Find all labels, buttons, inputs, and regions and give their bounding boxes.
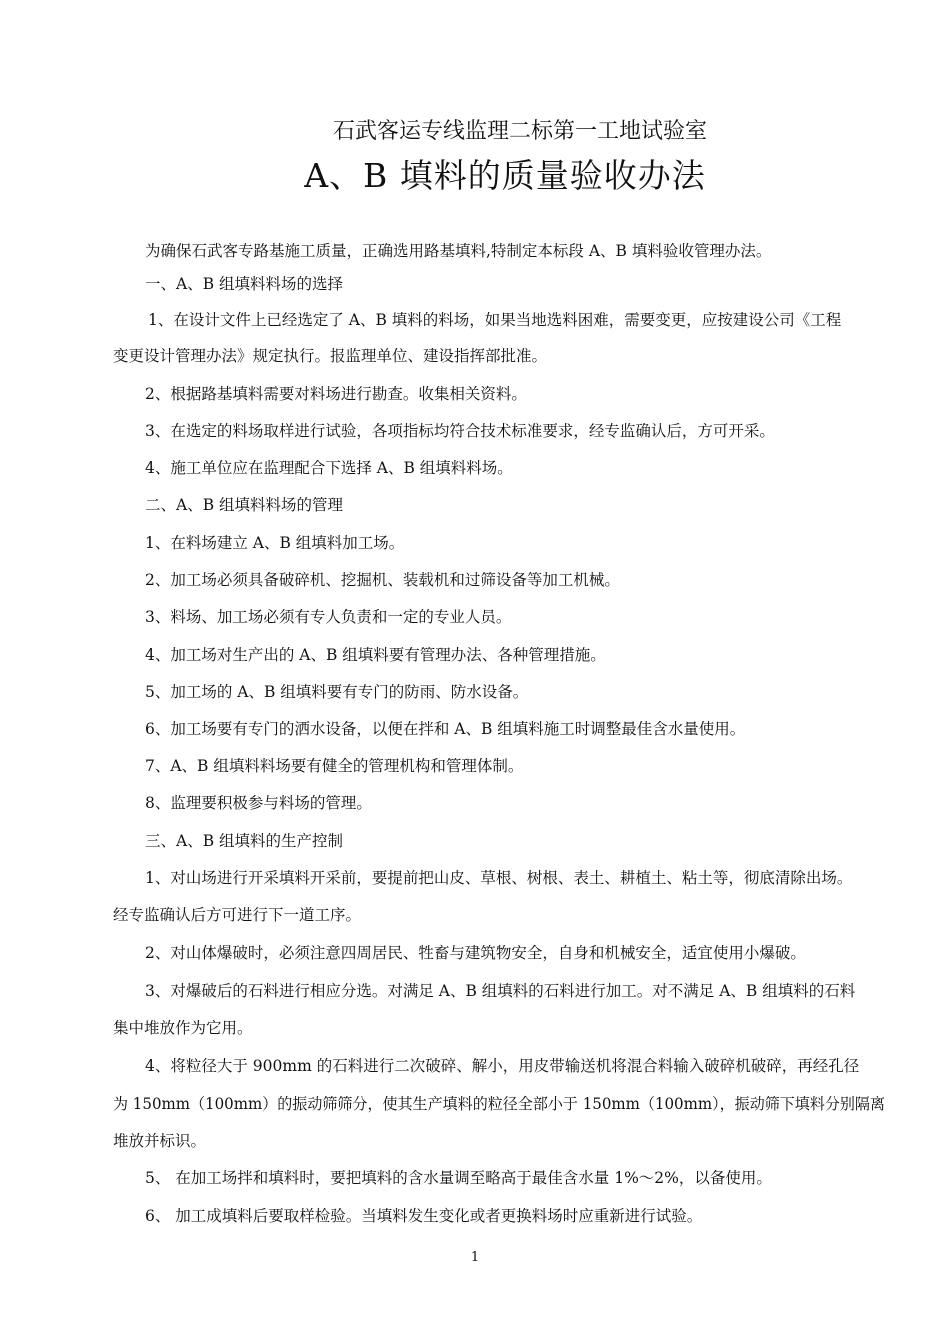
paragraph-line: 1、对山场进行开采填料开采前，要提前把山皮、草根、树根、表土、耕植土、粘土等，彻底清除出场。 — [145, 869, 853, 887]
paragraph-line: 3、对爆破后的石料进行相应分选。对满足 A、B 组填料的石料进行加工。对不满足 A、B 组填料的石料 — [145, 982, 856, 1000]
document-subtitle: 石武客运专线监理二标第一工地试验室 — [332, 119, 707, 144]
paragraph-line: 4、加工场对生产出的 A、B 组填料要有管理办法、各种管理措施。 — [145, 646, 606, 664]
paragraph-line: 1、在设计文件上已经选定了 A、B 填料的料场，如果当地选料困难，需要变更，应按建设公司《工程 — [148, 311, 842, 329]
paragraph-line: 为 150mm（100mm）的振动筛筛分，使其生产填料的粒径全部小于 150mm（100mm），振动筛下填料分别隔离 — [113, 1095, 885, 1113]
paragraph-line: 6、加工场要有专门的洒水设备，以便在拌和 A、B 组填料施工时调整最佳含水量使用。 — [145, 720, 746, 738]
paragraph-line: 3、料场、加工场必须有专人负责和一定的专业人员。 — [145, 608, 512, 626]
paragraph-line: 7、A、B 组填料料场要有健全的管理机构和管理体制。 — [145, 757, 524, 775]
paragraph-line: 5、 在加工场拌和填料时，要把填料的含水量调至略高于最佳含水量 1%～2%，以备使用。 — [145, 1169, 772, 1187]
paragraph-line: 集中堆放作为它用。 — [113, 1019, 253, 1037]
paragraph-line: 2、根据路基填料需要对料场进行勘查。收集相关资料。 — [145, 385, 527, 403]
paragraph-line: 4、将粒径大于 900mm 的石料进行二次破碎、解小，用皮带输送机将混合料输入破碎机破碎，再经孔径 — [145, 1057, 860, 1075]
paragraph-line: 经专监确认后方可进行下一道工序。 — [113, 906, 362, 924]
document-title: A、B 填料的质量验收办法 — [304, 156, 706, 195]
paragraph-line: 6、 加工成填料后要取样检验。当填料发生变化或者更换料场时应重新进行试验。 — [145, 1207, 703, 1225]
page-number: 1 — [470, 1250, 480, 1265]
paragraph-line: 2、对山体爆破时，必须注意四周居民、牲畜与建筑物安全，自身和机械安全，适宜使用小爆破。 — [145, 944, 806, 962]
paragraph-line: 1、在料场建立 A、B 组填料加工场。 — [145, 534, 405, 552]
section-heading-2: 二、A、B 组填料料场的管理 — [145, 496, 344, 514]
section-heading-3: 三、A、B 组填料的生产控制 — [145, 832, 344, 850]
section-heading-1: 一、A、B 组填料料场的选择 — [145, 275, 344, 293]
paragraph-line: 堆放并标识。 — [113, 1132, 207, 1150]
paragraph-line: 5、加工场的 A、B 组填料要有专门的防雨、防水设备。 — [145, 683, 529, 701]
paragraph-line: 变更设计管理办法》规定执行。报监理单位、建设指挥部批准。 — [113, 347, 548, 365]
paragraph-line: 4、施工单位应在监理配合下选择 A、B 组填料料场。 — [145, 459, 513, 477]
intro-paragraph: 为确保石武客专路基施工质量，正确选用路基填料,特制定本标段 A、B 填料验收管理办法。 — [145, 242, 772, 260]
paragraph-line: 3、在选定的料场取样进行试验，各项指标均符合技术标准要求，经专监确认后，方可开采。 — [145, 422, 775, 440]
paragraph-line: 8、监理要积极参与料场的管理。 — [145, 794, 372, 812]
paragraph-line: 2、加工场必须具备破碎机、挖掘机、装载机和过筛设备等加工机械。 — [145, 571, 620, 589]
